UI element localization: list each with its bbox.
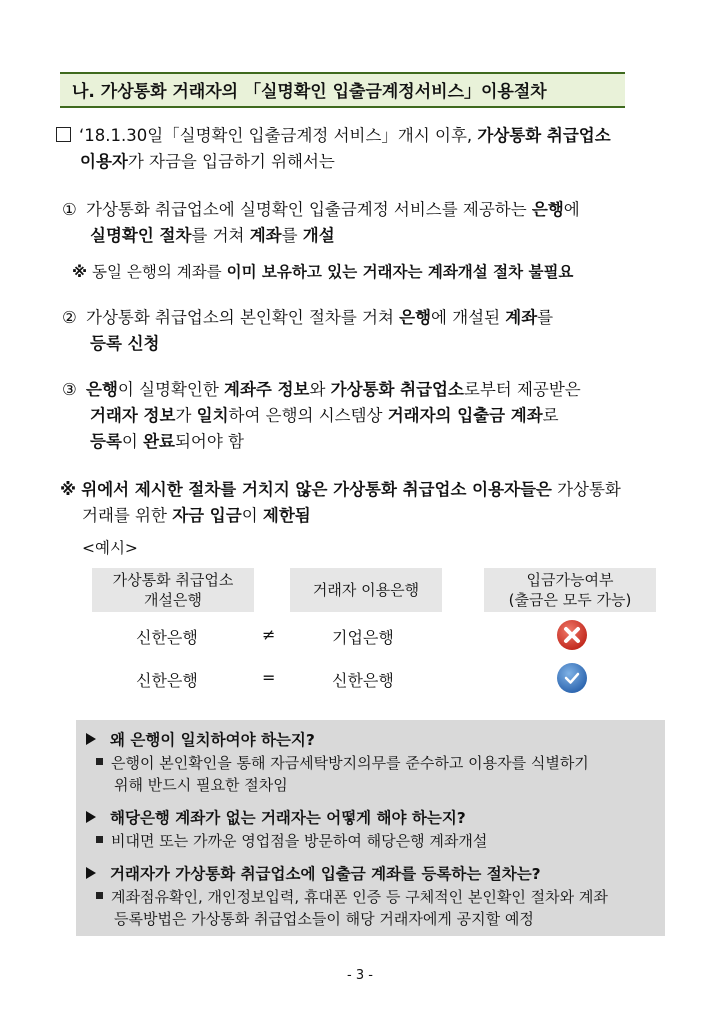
- step-3-line-2: [90, 404, 559, 428]
- step-bold: 은행: [86, 380, 118, 399]
- answer-text: 위해 반드시 필요한 절차임: [114, 776, 288, 794]
- faq-1-answer-line-2: [114, 774, 288, 795]
- intro-bold: 이용자: [80, 152, 128, 171]
- faq-3-answer-line-2: [114, 908, 534, 929]
- row-1-user-bank: 기업은행: [332, 628, 394, 647]
- faq-1-question: [86, 728, 315, 750]
- intro-line-2: [80, 150, 335, 174]
- answer-text: 계좌점유확인, 개인정보입력, 휴대폰 인증 등 구체적인 본인확인 절차와 계좌: [111, 888, 608, 906]
- step-bold: 계좌: [505, 308, 538, 327]
- header-text: 거래자 이용은행: [312, 581, 420, 599]
- step-text: 에 개설된: [431, 308, 506, 327]
- note-text: 거래를 위한: [82, 506, 173, 525]
- intro-text: 가 자금을 입금하기 위해서는: [127, 152, 335, 171]
- note-bold: 이미 보유하고 있는 거래자는 계좌개설 절차 불필요: [226, 263, 574, 281]
- header-text: (출금은 모두 가능): [508, 591, 632, 609]
- triangle-bullet-icon: [86, 867, 96, 879]
- step-1-line-1: [62, 198, 580, 222]
- step-bold: 계좌: [249, 226, 282, 245]
- step-bold: 은행: [531, 200, 564, 219]
- question-text: 거래자가 가상통화 취급업소에 입출금 계좌를 등록하는 절차는?: [110, 865, 541, 883]
- step-bold: 거래자 정보: [90, 406, 176, 425]
- note-bold: 위에서 제시한 절차를 거치지 않은 가상통화 취급업소 이용자들은: [81, 480, 552, 499]
- header-opening-bank: [92, 568, 254, 612]
- faq-2-question: [86, 806, 466, 828]
- x-icon: [556, 619, 588, 651]
- note-text: 이: [241, 506, 263, 525]
- note-mark: ※: [72, 263, 88, 281]
- square-bullet-icon: [96, 836, 103, 843]
- triangle-bullet-icon: [86, 733, 96, 745]
- faq-1-answer-line-1: [96, 752, 589, 773]
- step-text: 가상통화 취급업소의 본인확인 절차를 거쳐: [86, 308, 400, 327]
- intro-text: ‘18.1.30일「실명확인 입출금계정 서비스」개시 이후,: [79, 126, 478, 145]
- note-1: [72, 260, 573, 284]
- header-text: 가상통화 취급업소: [112, 571, 234, 589]
- row-1-operator: ≠: [262, 625, 276, 644]
- step-1-line-2: [90, 224, 335, 248]
- row-2-operator: =: [262, 668, 276, 687]
- faq-3-question: [86, 862, 541, 884]
- answer-text: 등록방법은 가상통화 취급업소들이 해당 거래자에게 공지할 예정: [114, 910, 534, 928]
- note-bold: 제한됨: [262, 506, 311, 525]
- step-number: ②: [62, 308, 77, 327]
- step-text: 를: [537, 308, 554, 327]
- step-text: 이: [121, 432, 144, 451]
- square-bullet-icon: [96, 758, 103, 765]
- note-2-line-2: [82, 504, 311, 528]
- step-text: 를 거쳐: [191, 226, 250, 245]
- step-text: 가상통화 취급업소에 실명확인 입출금계정 서비스를 제공하는: [86, 200, 532, 219]
- section-title: 나. 가상통화 거래자의 「실명확인 입출금계정서비스」이용절차: [60, 72, 625, 108]
- checkbox-icon: [56, 127, 71, 142]
- faq-2-answer-line-1: [96, 830, 487, 851]
- intro-bold: 가상통화 취급업소: [477, 126, 611, 145]
- step-text: 가: [175, 406, 197, 425]
- header-text: 개설은행: [144, 591, 202, 609]
- step-text: 를: [281, 226, 303, 245]
- example-label: <예시>: [82, 539, 138, 557]
- step-bold: 계좌주 정보: [224, 380, 310, 399]
- step-bold: 거래자의 입출금 계좌: [387, 406, 543, 425]
- note-mark: ※: [60, 480, 77, 499]
- question-text: 해당은행 계좌가 없는 거래자는 어떻게 해야 하는지?: [110, 809, 466, 827]
- step-number: ①: [62, 200, 77, 219]
- row-2-opening-bank: 신한은행: [136, 671, 198, 690]
- step-text: 에: [563, 200, 580, 219]
- step-text: 하여 은행의 시스템상: [228, 406, 388, 425]
- note-2-line-1: [60, 478, 621, 502]
- step-bold: 가상통화 취급업소: [330, 380, 464, 399]
- step-bold: 완료: [143, 432, 175, 451]
- answer-text: 은행이 본인확인을 통해 자금세탁방지의무를 준수하고 이용자를 식별하기: [111, 754, 589, 772]
- row-2-user-bank: 신한은행: [332, 671, 394, 690]
- note-text: 가상통화: [551, 480, 621, 499]
- faq-3-answer-line-1: [96, 886, 608, 907]
- step-3-line-3: [90, 430, 244, 454]
- header-text: 입금가능여부: [526, 571, 614, 589]
- header-deposit-availability: [484, 568, 656, 612]
- step-bold: 실명확인 절차: [90, 226, 192, 245]
- step-text: 이 실명확인한: [117, 380, 225, 399]
- header-user-bank: [290, 568, 442, 612]
- step-2-line-2: [90, 332, 160, 356]
- answer-text: 비대면 또는 가까운 영업점을 방문하여 해당은행 계좌개설: [111, 832, 488, 850]
- row-1-opening-bank: 신한은행: [136, 628, 198, 647]
- step-text: 로: [542, 406, 559, 425]
- step-bold: 일치: [196, 406, 229, 425]
- step-2-line-1: [62, 306, 553, 330]
- note-text: 동일 은행의 계좌를: [92, 263, 227, 281]
- square-bullet-icon: [96, 892, 103, 899]
- step-bold: 등록: [90, 432, 122, 451]
- step-number: ③: [62, 380, 77, 399]
- check-icon: [556, 662, 588, 694]
- step-text: 로부터 제공받은: [463, 380, 581, 399]
- note-bold: 자금 입금: [172, 506, 242, 525]
- page-number: - 3 -: [347, 968, 373, 983]
- step-3-line-1: [62, 378, 581, 402]
- step-text: 와: [309, 380, 331, 399]
- step-bold: 등록 신청: [90, 334, 160, 353]
- intro-line-1: [56, 124, 611, 148]
- question-text: 왜 은행이 일치하여야 하는지?: [110, 731, 315, 749]
- triangle-bullet-icon: [86, 811, 96, 823]
- step-bold: 은행: [399, 308, 432, 327]
- step-bold: 개설: [302, 226, 335, 245]
- step-text: 되어야 함: [174, 432, 244, 451]
